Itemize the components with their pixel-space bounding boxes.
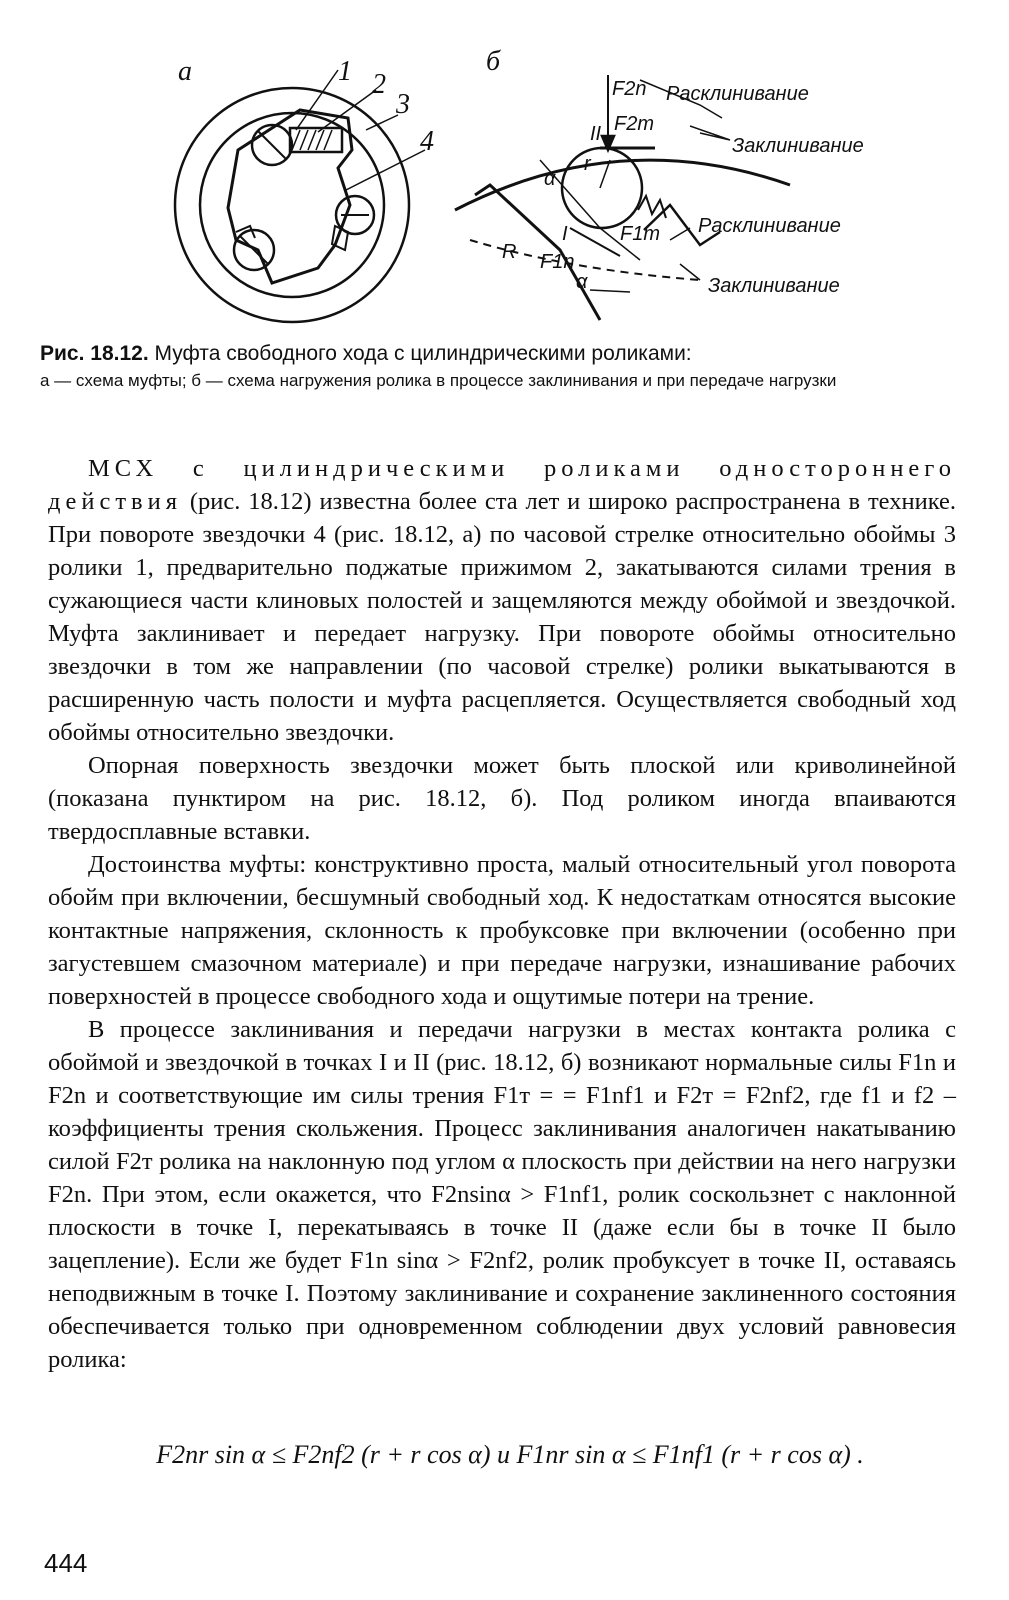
zaklinivanie-top-label: Заклинивание — [732, 135, 864, 157]
zaklinivanie-bottom-label: Заклинивание — [708, 275, 840, 297]
outer-race-outer — [175, 88, 409, 322]
force-f2n-label: F2n — [612, 78, 647, 100]
point-II-label: II — [590, 123, 602, 145]
force-f1n-label: F1n — [540, 251, 575, 273]
point-I-label: I — [562, 223, 568, 245]
angle-alpha-bottom-label: α — [576, 271, 588, 293]
radius-r-label: r — [584, 153, 591, 175]
figure-label-a: а — [178, 56, 192, 87]
radius-R-label: R — [502, 241, 517, 263]
paragraph-1-rest: (рис. 18.12) известна более ста лет и широко распространена в технике. При повороте звездочки 4 (рис. 18.12, а) по часовой стрелке относительно обоймы 3 ролики 1, предварительно поджатые прижимом 2, закатываются силами трения в сужающиеся части клиновых полостей и защемляются между обоймой и звездочкой. Муфта заклинивает и передает нагрузку. При повороте обоймы относительно звездочки в том же направлении (по часовой стрелке) ролики выкатываются в расширенную часть полости и муфта расцепляется. Осуществляется свободный ход обоймы относительно звездочки. — [48, 488, 956, 746]
body-text — [48, 452, 956, 1376]
rasklinivanie-top-label: Расклинивание — [666, 83, 809, 105]
paragraph-1 — [48, 452, 956, 749]
figure-caption — [40, 340, 970, 394]
spring-b — [638, 196, 666, 218]
caption-main — [40, 340, 970, 368]
angle-alpha-top-label: α — [544, 168, 556, 190]
force-f2t-label: F2т — [614, 113, 654, 135]
roller-b — [562, 148, 642, 228]
caption-sub: а — схема муфты; б — схема нагружения ролика в процессе заклинивания и при передаче нагрузки — [40, 371, 837, 390]
coupling-scheme-a — [175, 70, 425, 322]
equilibrium-formula: F2nr sin α ≤ F2nf2 (r + r cos α) и F1nr sin α ≤ F1nf1 (r + r cos α) . — [156, 1440, 864, 1469]
race-surface — [455, 160, 790, 210]
term-spaced: МСХ с цилиндрическими роликами одностороннего действия — [48, 455, 956, 515]
page-number: 444 — [44, 1548, 88, 1578]
hub-surface — [475, 185, 600, 320]
paragraph-2: Опорная поверхность звездочки может быть плоской или криволинейной (показана пунктиром на рис. 18.12, б). Под роликом иногда впаиваются твердосплавные вставки. — [48, 752, 956, 845]
paragraph-4: В процессе заклинивания и передачи нагрузки в местах контакта ролика с обоймой и звездочкой в точках I и II (рис. 18.12, б) возникают нормальные силы F1n и F2n и соответствующие им силы трения F1т = = F1nf1 и F2т = F2nf2, где f1 и f2 – коэффициенты трения скольжения. Процесс заклинивания аналогичен накатыванию силой F2т ролика на наклонную под углом α плоскость при действии на него нагрузки F2n. При этом, если окажется, что F2nsinα > F1nf1, ролик соскользнет с наклонной плоскости в точке I, перекатываясь в точке II (даже если бы в точке II было зацепление). Если же будет F1n sinα > F2nf2, ролик пробуксует в точке II, оставаясь неподвижным в точке I. Поэтому заклинивание и сохранение заклиненного состояния обеспечивается только при одновременном соблюдении двух условий равновесия ролика: — [48, 1016, 956, 1373]
part-number-4: 4 — [420, 126, 434, 157]
caption-title: Муфта свободного хода с цилиндрическими роликами: — [154, 342, 692, 365]
part-number-1: 1 — [338, 56, 352, 87]
caption-number: Рис. 18.12. — [40, 342, 149, 365]
force-f1t-label: F1т — [620, 223, 660, 245]
figure-18-12 — [0, 0, 1009, 340]
paragraph-3: Достоинства муфты: конструктивно проста, малый относительный угол поворота обойм при включении, бесшумный свободный ход. К недостаткам относятся высокие контактные напряжения, склонность к пробуксовке при включении (особенно при загустевшем смазочном материале) и при передаче нагрузки, изнашивание рабочих поверхностей в процессе свободного хода и ощутимые потери на трение. — [48, 851, 956, 1010]
figure-label-b: б — [486, 46, 501, 77]
part-number-2: 2 — [372, 69, 386, 100]
rasklinivanie-bottom-label: Расклинивание — [698, 215, 841, 237]
part-number-3: 3 — [396, 89, 410, 120]
